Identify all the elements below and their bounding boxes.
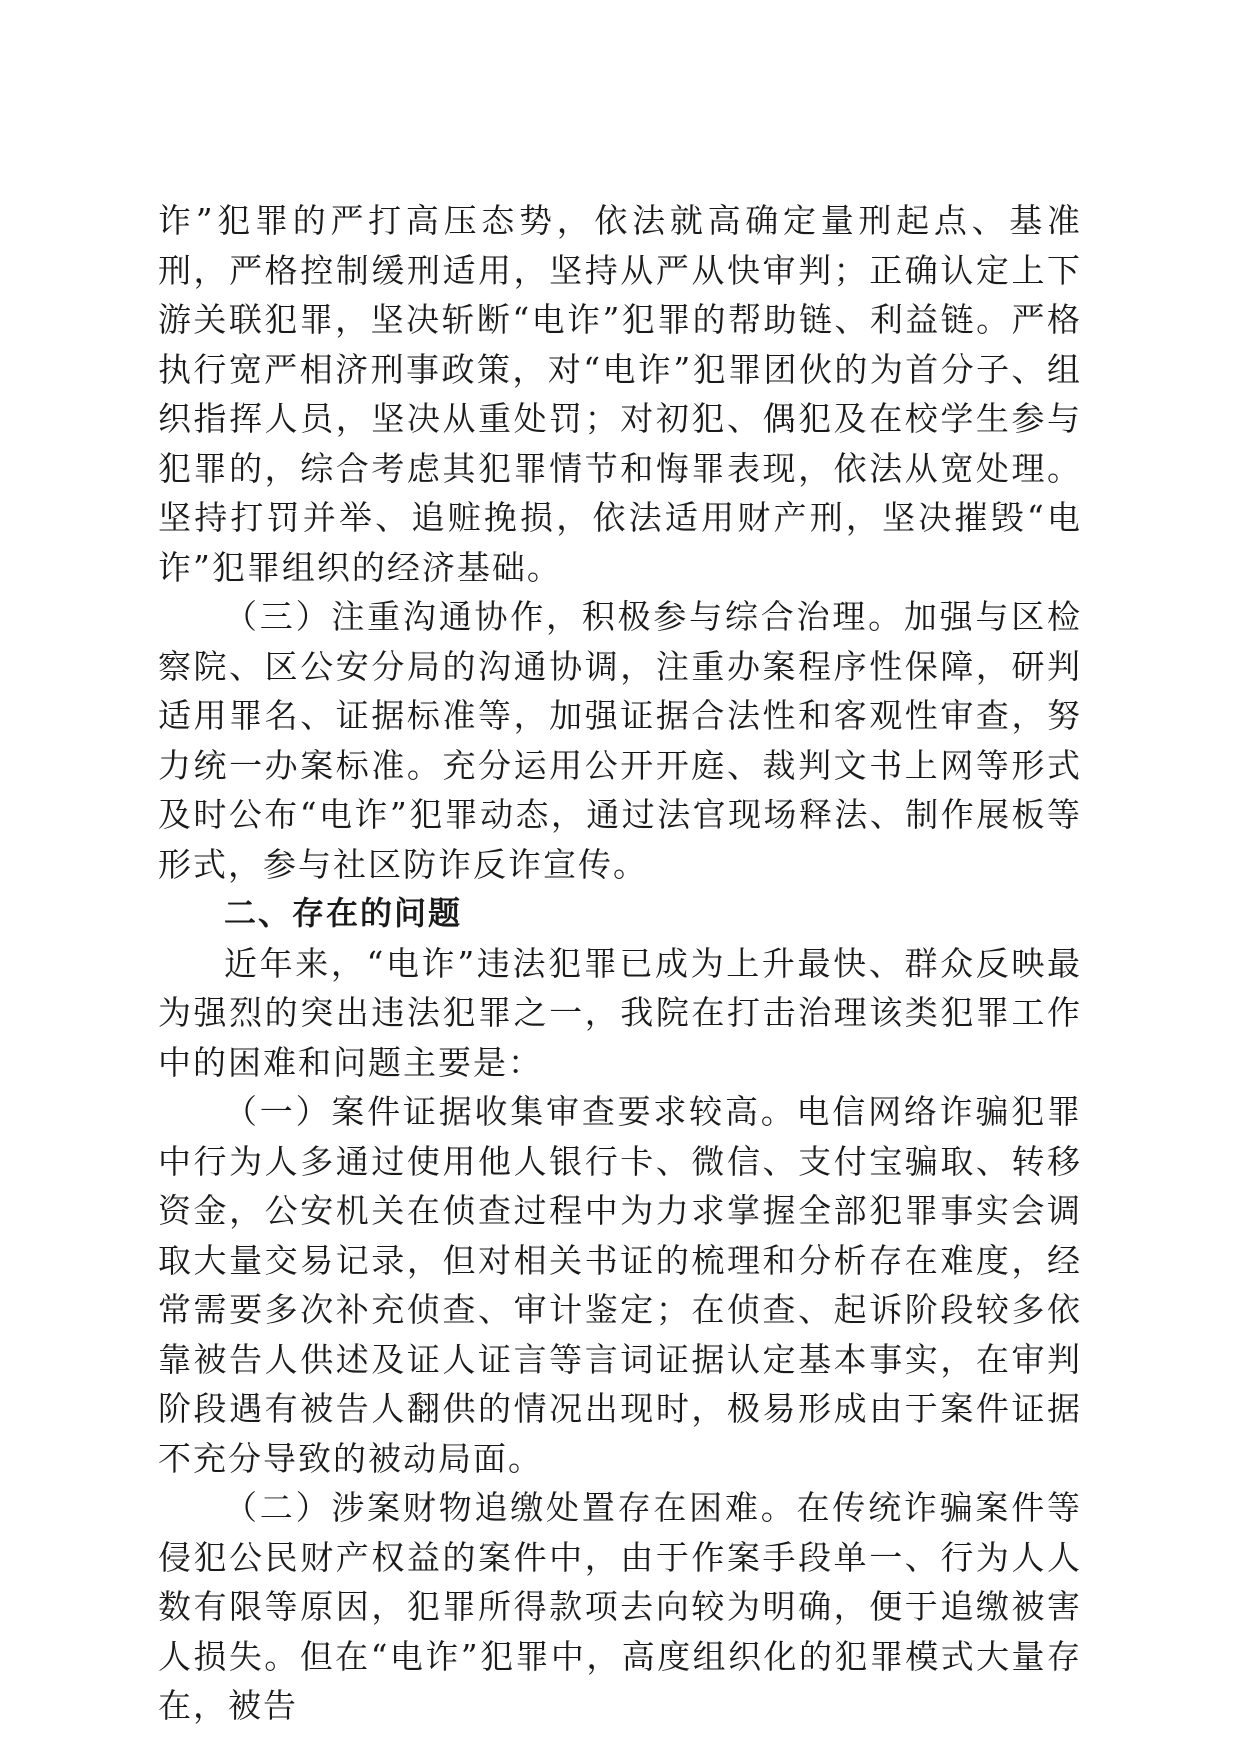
paragraph-problem-two: （二）涉案财物追缴处置存在困难。在传统诈骗案件等侵犯公民财产权益的案件中，由于作案手段单一、行为人人数有限等原因，犯罪所得款项去向较为明确，便于追缴被害人损失。但在“电诈”犯罪中，高度组织化的犯罪模式大量存在，被告 [158,1488,1082,1725]
section-heading: 二、存在的问题 [224,894,463,932]
paragraph-problem-one: （一）案件证据收集审查要求较高。电信网络诈骗犯罪中行为人多通过使用他人银行卡、微信、支付宝骗取、转移资金，公安机关在侦查过程中为力求掌握全部犯罪事实会调取大量交易记录，但对相关书证的梳理和分析存在难度，经常需要多次补充侦查、审计鉴定；在侦查、起诉阶段较多依靠被告人供述及证人证言等言词证据认定基本事实，在审判阶段遇有被告人翻供的情况出现时，极易形成由于案件证据不充分导致的被动局面。 [158,1092,1082,1478]
document-page [158,196,1082,1731]
paragraph-continuation: 诈”犯罪的严打高压态势，依法就高确定量刑起点、基准刑，严格控制缓刑适用，坚持从严从快审判；正确认定上下游关联犯罪，坚决斩断“电诈”犯罪的帮助链、利益链。严格执行宽严相济刑事政策，对“电诈”犯罪团伙的为首分子、组织指挥人员，坚决从重处罚；对初犯、偶犯及在校学生参与犯罪的，综合考虑其犯罪情节和悔罪表现，依法从宽处理。坚持打罚并举、追赃挽损，依法适用财产刑，坚决摧毁“电诈”犯罪组织的经济基础。 [158,201,1082,587]
paragraph-section-three: （三）注重沟通协作，积极参与综合治理。加强与区检察院、区公安分局的沟通协调，注重办案程序性保障，研判适用罪名、证据标准等，加强证据合法性和客观性审查，努力统一办案标准。充分运用公开开庭、裁判文书上网等形式及时公布“电诈”犯罪动态，通过法官现场释法、制作展板等形式，参与社区防诈反诈宣传。 [158,597,1082,884]
paragraph-intro: 近年来，“电诈”违法犯罪已成为上升最快、群众反映最为强烈的突出违法犯罪之一，我院在打击治理该类犯罪工作中的困难和问题主要是： [158,943,1082,1082]
